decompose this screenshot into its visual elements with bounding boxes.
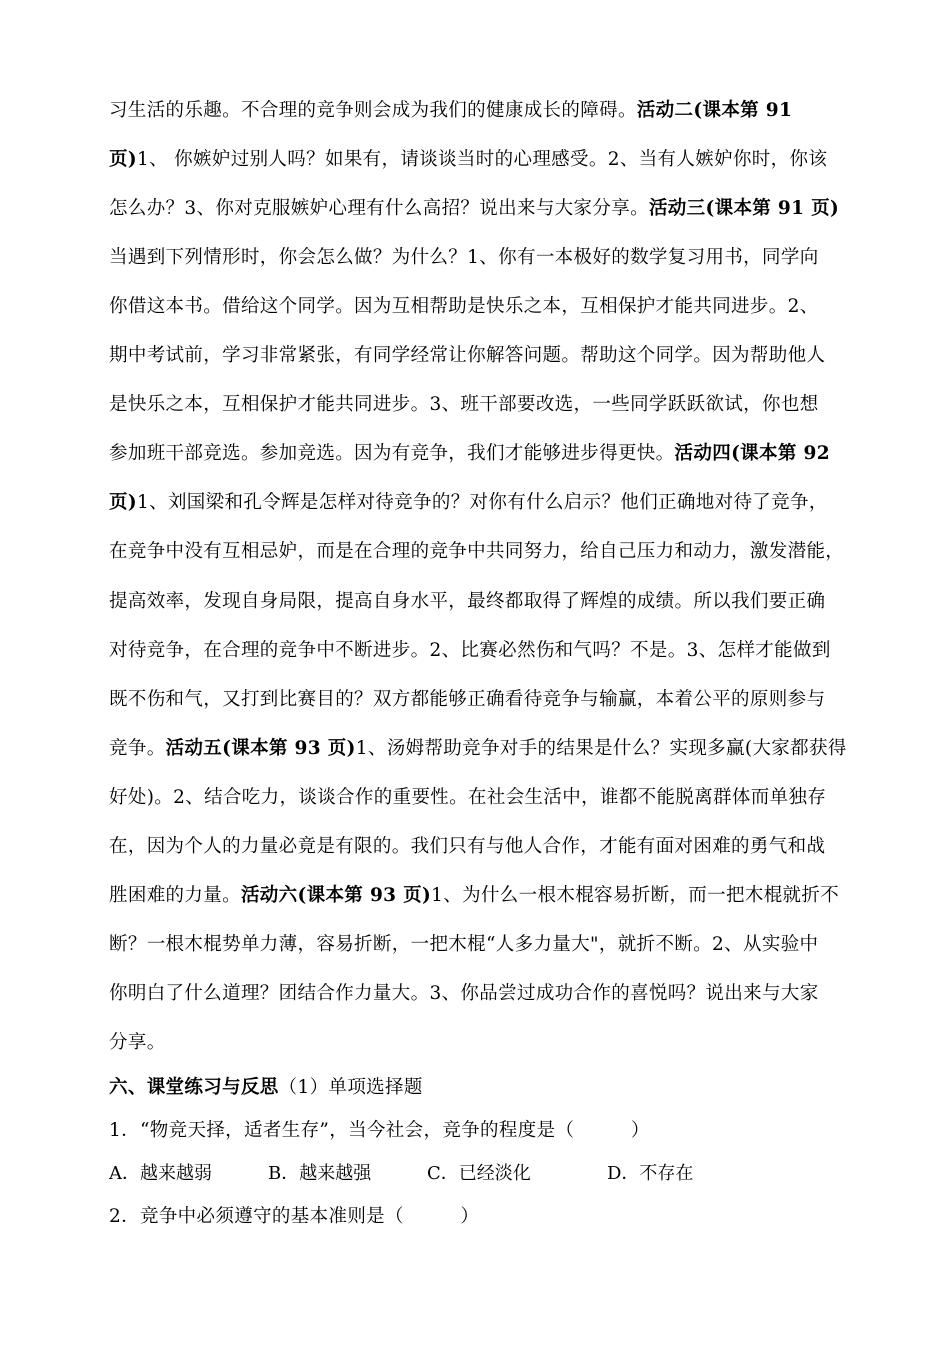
paragraph-text: 1、刘国梁和孔令辉是怎样对待竞争的？对你有什么启示？他们正确地对待了竞争， <box>136 492 828 514</box>
paragraph-line <box>109 1028 889 1058</box>
paragraph-line <box>109 243 889 273</box>
paragraph-line <box>109 341 889 371</box>
activity-heading: 页) <box>109 149 137 171</box>
paragraph-text: 竞争。 <box>109 737 166 759</box>
section-heading-line <box>109 1073 889 1103</box>
paragraph-text: 1、汤姆帮助竞争对手的结果是什么？实现多赢(大家都获得 <box>355 737 847 759</box>
paragraph-text: 你明白了什么道理？团结合作力量大。3、你品尝过成功合作的喜悦吗？说出来与大家 <box>109 982 819 1004</box>
question-2: 2．竞争中必须遵守的基本准则是（ ） <box>109 1206 480 1227</box>
paragraph-line <box>109 537 889 567</box>
activity-heading: 活动四(课本第 92 <box>674 443 830 465</box>
paragraph-text: 参加班干部竞选。参加竞选。因为有竞争，我们才能够进步得更快。 <box>109 443 675 465</box>
paragraph-line <box>109 488 889 518</box>
question-1: 1．“物竞天择，适者生存”，当今社会，竞争的程度是（ ） <box>109 1120 650 1141</box>
option-d: D．不存在 <box>607 1163 694 1184</box>
paragraph-line <box>109 979 889 1009</box>
paragraph-line <box>109 783 889 813</box>
paragraph-line <box>109 685 889 715</box>
option-a: A．越来越弱 <box>109 1163 212 1184</box>
paragraph-text: 是快乐之本，互相保护才能共同进步。3、班干部要改选，一些同学跃跃欲试，你也想 <box>109 394 819 416</box>
paragraph-line <box>109 636 889 666</box>
section-subheading: （1）单项选择题 <box>278 1077 423 1098</box>
paragraph-line <box>109 96 889 126</box>
activity-heading: 活动二(课本第 91 <box>636 100 793 121</box>
paragraph-line <box>109 587 889 617</box>
paragraph-line <box>109 145 889 175</box>
section-heading: 六、课堂练习与反思 <box>109 1077 279 1098</box>
paragraph-line <box>109 930 889 960</box>
paragraph-line <box>109 832 889 862</box>
paragraph-line <box>109 439 889 469</box>
paragraph-text: 好处)。2、结合吃力，谈谈合作的重要性。在社会生活中，谁都不能脱离群体而单独存 <box>109 786 827 808</box>
paragraph-text: 1、为什么一根木棍容易折断，而一把木棍就折不 <box>431 884 840 906</box>
paragraph-text: 提高效率，发现自身局限，提高自身水平，最终都取得了辉煌的成绩。所以我们要正确 <box>109 590 826 612</box>
paragraph-line <box>109 292 889 322</box>
paragraph-line <box>109 734 889 764</box>
paragraph-text: 当遇到下列情形时，你会怎么做？为什么？1、你有一本极好的数学复习用书，同学向 <box>109 247 819 269</box>
paragraph-text: 在，因为个人的力量必竟是有限的。我们只有与他人合作，才能有面对困难的勇气和战 <box>109 835 826 857</box>
paragraph-text: 在竞争中没有互相忌妒，而是在合理的竞争中共同努力，给自己压力和动力，激发潜能， <box>109 541 845 563</box>
paragraph-text: 习生活的乐趣。不合理的竞争则会成为我们的健康成长的障碍。 <box>109 100 637 121</box>
activity-heading: 活动三(课本第 91 页) <box>648 198 840 220</box>
paragraph-text: 1、 你嫉妒过别人吗？如果有，请谈谈当时的心理感受。2、当有人嫉妒你时，你该 <box>136 149 828 171</box>
paragraph-text: 期中考试前，学习非常紧张，有同学经常让你解答问题。帮助这个同学。因为帮助他人 <box>109 345 826 367</box>
activity-heading: 活动五(课本第 93 页) <box>165 737 356 759</box>
paragraph-line <box>109 881 889 911</box>
paragraph-text: 怎么办？3、你对克服嫉妒心理有什么高招？说出来与大家分享。 <box>109 198 649 220</box>
activity-heading: 活动六(课本第 93 页) <box>240 884 432 906</box>
paragraph-text: 对待竞争，在合理的竞争中不断进步。2、比赛必然伤和气吗？不是。3、怎样才能做到 <box>109 639 831 661</box>
option-b: B．越来越强 <box>268 1163 372 1184</box>
paragraph-text: 分享。 <box>109 1031 166 1053</box>
paragraph-line <box>109 194 889 224</box>
activity-heading: 页) <box>109 492 137 514</box>
paragraph-text: 你借这本书。借给这个同学。因为互相帮助是快乐之本，互相保护才能共同进步。2、 <box>109 296 819 318</box>
paragraph-text: 胜困难的力量。 <box>109 884 241 906</box>
paragraph-text: 断？一根木棍势单力薄，容易折断，一把木棍“人多力量大"，就折不断。2、从实验中 <box>109 933 819 955</box>
option-c: C．已经淡化 <box>427 1163 531 1184</box>
paragraph-line <box>109 390 889 420</box>
paragraph-text: 既不伤和气，又打到比赛目的？双方都能够正确看待竞争与输赢，本着公平的原则参与 <box>109 688 826 710</box>
